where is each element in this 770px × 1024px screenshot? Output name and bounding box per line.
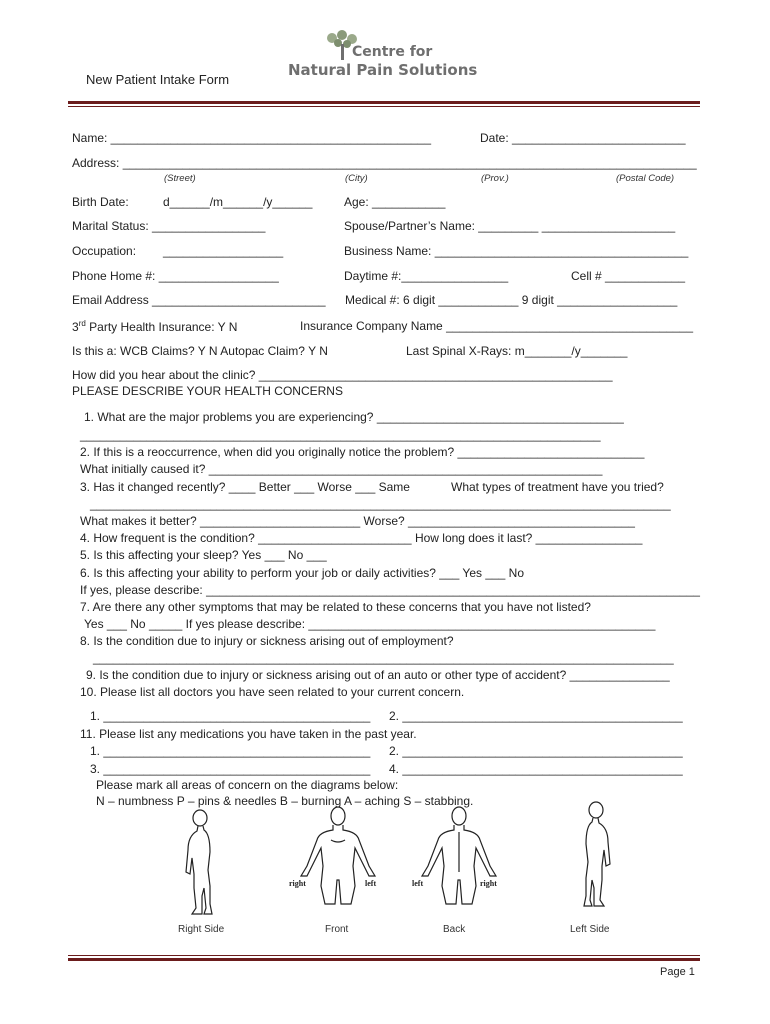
q10-doctor-2[interactable]: 2. __________________________________________ — [389, 709, 683, 723]
back-caption: Back — [443, 924, 466, 935]
q3-line[interactable]: _______________________________________________________________________________________ — [90, 497, 671, 511]
street-caption: (Street) — [164, 173, 196, 184]
q3-treatment: What types of treatment have you tried? — [451, 480, 664, 494]
q8: 8. Is the condition due to injury or sickness arising out of employment? — [80, 634, 454, 648]
back-left-label: left — [412, 879, 424, 888]
prov-caption: (Prov.) — [481, 173, 509, 184]
q11-med-1[interactable]: 1. ________________________________________ — [90, 744, 371, 758]
right-side-caption: Right Side — [178, 924, 225, 935]
occupation-label: Occupation: — [72, 244, 137, 258]
email-field[interactable]: Email Address __________________________ — [72, 293, 326, 307]
q7b[interactable]: Yes ___ No _____ If yes please describe: ____________________________________________________ — [84, 617, 656, 631]
front-right-label: right — [289, 879, 306, 888]
phone-home-field[interactable]: Phone Home #: __________________ — [72, 269, 279, 283]
q7: 7. Are there any other symptoms that may be related to these concerns that you have not listed? — [80, 600, 591, 614]
right-side-body-diagram[interactable] — [172, 808, 232, 918]
form-title: New Patient Intake Form — [86, 72, 230, 87]
name-field[interactable]: Name: ________________________________________________ — [72, 131, 432, 145]
city-caption: (City) — [345, 173, 368, 184]
q5[interactable]: 5. Is this affecting your sleep? Yes ___ No ___ — [80, 548, 327, 562]
left-side-caption: Left Side — [570, 924, 610, 935]
spouse-name-field[interactable]: Spouse/Partner’s Name: _________ ____________________ — [344, 219, 676, 233]
q3[interactable]: 3. Has it changed recently? ____ Better ___ Worse ___ Same — [80, 480, 410, 494]
q10-doctor-1[interactable]: 1. ________________________________________ — [90, 709, 371, 723]
q8-line[interactable]: _______________________________________________________________________________________ — [93, 651, 674, 665]
back-right-label: right — [480, 879, 497, 888]
third-party-insurance[interactable] — [72, 319, 237, 334]
clinic-logo — [288, 30, 498, 82]
makes-better[interactable]: What makes it better? ________________________ Worse? __________________________________ — [80, 514, 635, 528]
logo-line1: Centre for — [352, 44, 433, 60]
business-name-field[interactable]: Business Name: ______________________________________ — [344, 244, 689, 258]
header-rule — [68, 101, 700, 104]
insurance-company-field[interactable]: Insurance Company Name _____________________________________ — [300, 319, 693, 333]
header-rule-thin — [68, 106, 700, 107]
logo-line2: Natural Pain Solutions — [288, 61, 478, 79]
birth-date-label: Birth Date: — [72, 195, 129, 209]
third-party-sup: rd — [78, 319, 86, 328]
postal-caption: (Postal Code) — [616, 173, 675, 184]
front-body-diagram[interactable] — [283, 806, 393, 906]
front-left-label: left — [365, 879, 377, 888]
footer-rule — [68, 958, 700, 961]
third-party-text: Party Health Insurance: Y N — [85, 320, 238, 334]
cell-phone-field[interactable]: Cell # ____________ — [571, 269, 686, 283]
q11-med-4[interactable]: 4. __________________________________________ — [389, 762, 683, 776]
footer-rule-thin — [68, 955, 700, 956]
q10: 10. Please list all doctors you have seen related to your current concern. — [80, 685, 465, 699]
q11-med-2[interactable]: 2. __________________________________________ — [389, 744, 683, 758]
occupation-field[interactable]: __________________ — [163, 244, 284, 258]
q2b[interactable]: What initially caused it? ___________________________________________________________ — [80, 462, 603, 476]
diagram-key: N – numbness P – pins & needles B – burning A – aching S – stabbing. — [96, 794, 474, 808]
q6b[interactable]: If yes, please describe: __________________________________________________________________________ — [80, 583, 700, 597]
health-heading: PLEASE DESCRIBE YOUR HEALTH CONCERNS — [72, 384, 343, 398]
front-caption: Front — [325, 924, 349, 935]
marital-status-field[interactable]: Marital Status: _________________ — [72, 219, 266, 233]
q2[interactable]: 2. If this is a reoccurrence, when did you originally notice the problem? ____________________________ — [80, 445, 645, 459]
q4[interactable]: 4. How frequent is the condition? _______________________ How long does it last? ________________ — [80, 531, 643, 545]
age-field[interactable]: Age: ___________ — [344, 195, 446, 209]
q1[interactable]: 1. What are the major problems you are experiencing? _____________________________________ — [84, 410, 624, 424]
q6[interactable]: 6. Is this affecting your ability to perform your job or daily activities? ___ Yes ___ No — [80, 566, 525, 580]
q11-med-3[interactable]: 3. ________________________________________ — [90, 762, 371, 776]
date-field[interactable]: Date: __________________________ — [480, 131, 686, 145]
hear-about-field[interactable]: How did you hear about the clinic? _____________________________________________________ — [72, 368, 613, 382]
address-field[interactable]: Address: ______________________________________________________________________________________ — [72, 156, 697, 170]
daytime-phone-field[interactable]: Daytime #:________________ — [344, 269, 509, 283]
spinal-xrays-field[interactable]: Last Spinal X-Rays: m_______/y_______ — [406, 344, 628, 358]
q9[interactable]: 9. Is the condition due to injury or sickness arising out of an auto or other type of accident? _______________ — [86, 668, 670, 682]
page-number: Page 1 — [660, 966, 695, 978]
diagram-intro: Please mark all areas of concern on the diagrams below: — [96, 778, 399, 792]
birth-date-field[interactable]: d______/m______/y______ — [163, 195, 313, 209]
medical-number-field[interactable]: Medical #: 6 digit ____________ 9 digit __________________ — [345, 293, 678, 307]
back-body-diagram[interactable] — [404, 806, 514, 906]
third-party-prefix: 3 — [72, 320, 79, 334]
claim-type-field[interactable]: Is this a: WCB Claims? Y N Autopac Claim? Y N — [72, 344, 328, 358]
left-side-body-diagram[interactable] — [564, 800, 624, 910]
q1-line[interactable]: ______________________________________________________________________________ — [80, 428, 601, 442]
q11: 11. Please list any medications you have taken in the past year. — [80, 727, 417, 741]
